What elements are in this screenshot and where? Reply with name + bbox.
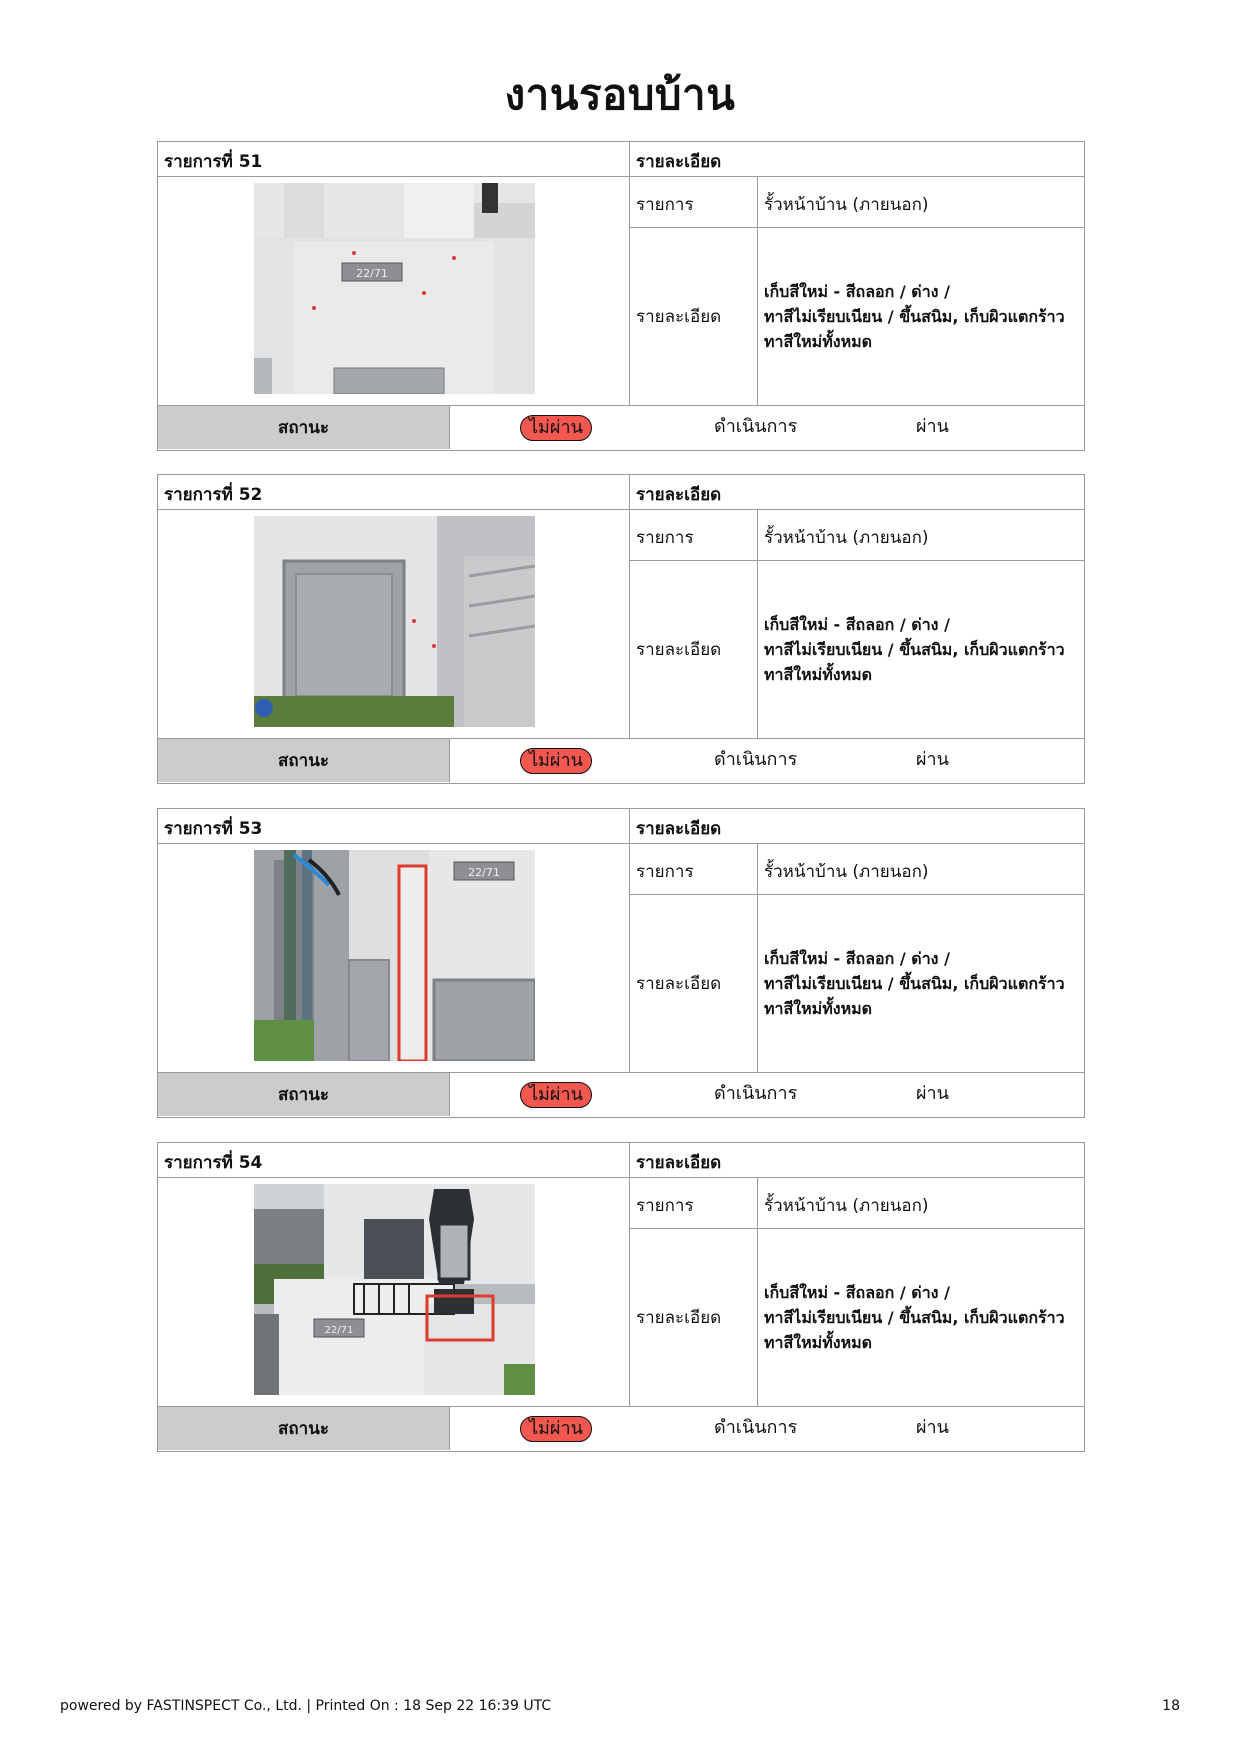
status-label: สถานะ: [158, 406, 450, 449]
status-pass-option[interactable]: ผ่าน: [916, 1083, 949, 1104]
detail-header: รายละเอียด: [630, 809, 1084, 844]
status-label: สถานะ: [158, 1407, 450, 1450]
detail-key: รายละเอียด: [630, 561, 758, 738]
status-in-progress-option[interactable]: ดำเนินการ: [714, 1083, 798, 1104]
item-value: รั้วหน้าบ้าน (ภายนอก): [758, 177, 1084, 228]
status-pass-option[interactable]: ผ่าน: [916, 749, 949, 770]
item-key: รายการ: [630, 1178, 758, 1229]
status-fail-option[interactable]: ไม่ผ่าน: [520, 748, 592, 774]
detail-header: รายละเอียด: [630, 142, 1084, 177]
photo-cell: [158, 1178, 630, 1406]
detail-value: เก็บสีใหม่ - สีถลอก / ด่าง / ทาสีไม่เรียบเนียน / ขึ้นสนิม, เก็บผิวแตกร้าว ทาสีใหม่ทั้งหมด: [764, 282, 1065, 351]
house-number-plate: 22/71: [468, 866, 500, 879]
status-in-progress-option[interactable]: ดำเนินการ: [714, 749, 798, 770]
inspection-item: [157, 1142, 1085, 1452]
item-number: รายการที่ 51: [158, 142, 630, 177]
photo-cell: [158, 510, 630, 738]
detail-header: รายละเอียด: [630, 1143, 1084, 1178]
house-number-plate: 22/71: [356, 267, 388, 280]
detail-key: รายละเอียด: [630, 895, 758, 1072]
status-in-progress-option[interactable]: ดำเนินการ: [714, 1417, 798, 1438]
detail-value: เก็บสีใหม่ - สีถลอก / ด่าง / ทาสีไม่เรียบเนียน / ขึ้นสนิม, เก็บผิวแตกร้าว ทาสีใหม่ทั้งหมด: [764, 615, 1065, 684]
item-value: รั้วหน้าบ้าน (ภายนอก): [758, 844, 1084, 895]
item-number: รายการที่ 54: [158, 1143, 630, 1178]
status-pass-option[interactable]: ผ่าน: [916, 416, 949, 437]
photo-cell: [158, 177, 630, 405]
detail-value: เก็บสีใหม่ - สีถลอก / ด่าง / ทาสีไม่เรียบเนียน / ขึ้นสนิม, เก็บผิวแตกร้าว ทาสีใหม่ทั้งหมด: [764, 1283, 1065, 1352]
detail-header: รายละเอียด: [630, 475, 1084, 510]
status-row: [158, 1406, 1084, 1450]
item-value: รั้วหน้าบ้าน (ภายนอก): [758, 1178, 1084, 1229]
status-fail-option[interactable]: ไม่ผ่าน: [520, 1082, 592, 1108]
house-number-plate: 22/71: [324, 1325, 354, 1336]
item-value: รั้วหน้าบ้าน (ภายนอก): [758, 510, 1084, 561]
inspection-item: [157, 808, 1085, 1118]
detail-value: เก็บสีใหม่ - สีถลอก / ด่าง / ทาสีไม่เรียบเนียน / ขึ้นสนิม, เก็บผิวแตกร้าว ทาสีใหม่ทั้งหมด: [764, 949, 1065, 1018]
photo-cell: [158, 844, 630, 1072]
defect-photo[interactable]: [254, 850, 535, 1061]
defect-photo[interactable]: [254, 516, 535, 727]
status-row: [158, 738, 1084, 782]
status-label: สถานะ: [158, 1073, 450, 1116]
item-number: รายการที่ 52: [158, 475, 630, 510]
defect-photo[interactable]: [254, 1184, 535, 1395]
inspection-item: [157, 141, 1085, 451]
item-key: รายการ: [630, 177, 758, 228]
page-title: งานรอบบ้าน: [504, 70, 736, 119]
status-row: [158, 1072, 1084, 1116]
page-number: 18: [1162, 1698, 1180, 1714]
status-label: สถานะ: [158, 739, 450, 782]
status-row: [158, 405, 1084, 449]
footer-printed-info: powered by FASTINSPECT Co., Ltd. | Printed On : 18 Sep 22 16:39 UTC: [60, 1698, 552, 1714]
item-number: รายการที่ 53: [158, 809, 630, 844]
detail-key: รายละเอียด: [630, 1229, 758, 1406]
detail-key: รายละเอียด: [630, 228, 758, 405]
inspection-item: [157, 474, 1085, 784]
item-key: รายการ: [630, 510, 758, 561]
status-pass-option[interactable]: ผ่าน: [916, 1417, 949, 1438]
item-key: รายการ: [630, 844, 758, 895]
status-fail-option[interactable]: ไม่ผ่าน: [520, 415, 592, 441]
status-in-progress-option[interactable]: ดำเนินการ: [714, 416, 798, 437]
defect-photo[interactable]: [254, 183, 535, 394]
status-fail-option[interactable]: ไม่ผ่าน: [520, 1416, 592, 1442]
